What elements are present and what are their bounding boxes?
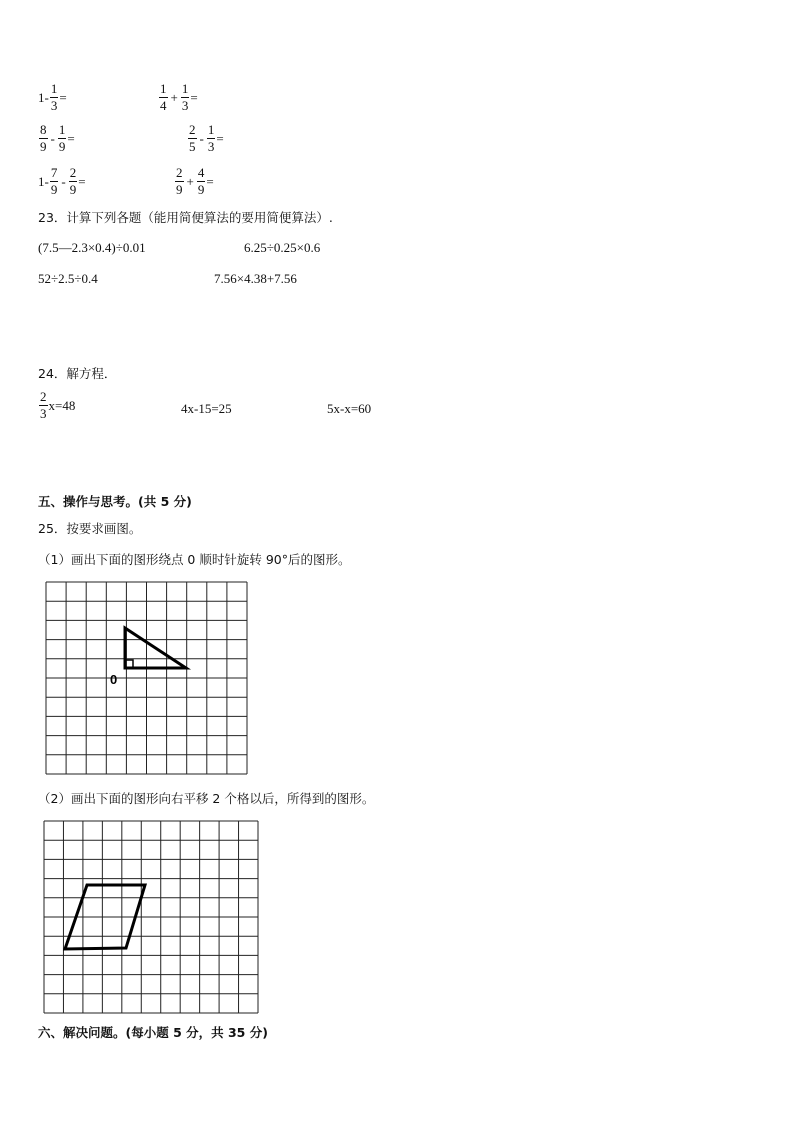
q25-part-1: （1）画出下面的图形绕点 0 顺时针旋转 90°后的图形。 (38, 552, 351, 567)
fraction-problem-6 (174, 166, 214, 197)
numerator: 1 (181, 81, 189, 96)
denominator: 3 (40, 406, 47, 421)
fraction (197, 166, 206, 197)
fraction (175, 166, 184, 197)
fraction (69, 166, 78, 197)
operator: + (186, 173, 194, 189)
problem-lead: 1- (38, 173, 49, 189)
denominator: 4 (160, 98, 167, 113)
q23-expression-3: 52÷2.5÷0.4 (38, 271, 98, 286)
problem-lead: 1- (38, 89, 49, 105)
equals-sign: = (206, 173, 214, 189)
numerator: 2 (176, 165, 183, 180)
rotation-point-label: 0 (110, 672, 118, 687)
right-triangle (125, 628, 186, 668)
fraction-problem-1 (38, 82, 67, 113)
fraction-problem-4 (187, 123, 224, 154)
operator: - (50, 130, 55, 146)
q24-title: 24．解方程． (38, 366, 117, 381)
operator: - (199, 130, 204, 146)
equation-rest: x=48 (48, 397, 76, 413)
denominator: 3 (181, 98, 189, 113)
numerator: 1 (160, 81, 167, 96)
numerator: 1 (207, 122, 215, 137)
equals-sign: = (59, 89, 67, 105)
fraction (181, 82, 190, 113)
fraction (50, 82, 59, 113)
denominator: 3 (207, 139, 215, 154)
fraction (159, 82, 168, 113)
section-6-title: 六、解决问题。(每小题 5 分，共 35 分) (38, 1025, 268, 1040)
denominator: 9 (197, 182, 205, 197)
q23-title: 23．计算下列各题（能用简便算法的要用简便算法）. (38, 210, 333, 225)
operator: + (170, 89, 178, 105)
fraction (207, 123, 216, 154)
numerator: 8 (40, 122, 47, 137)
denominator: 9 (50, 182, 58, 197)
denominator: 9 (69, 182, 77, 197)
numerator: 1 (50, 81, 58, 96)
denominator: 5 (189, 139, 196, 154)
numerator: 2 (40, 389, 47, 404)
translation-grid (44, 821, 259, 1014)
fraction (39, 123, 48, 154)
equals-sign: = (216, 130, 224, 146)
numerator: 1 (58, 122, 66, 137)
numerator: 4 (197, 165, 205, 180)
q24-equation-3: 5x-x=60 (327, 401, 372, 416)
denominator: 9 (58, 139, 66, 154)
q24-equation-1 (38, 390, 75, 421)
fraction-problem-5 (38, 166, 86, 197)
section-5-title: 五、操作与思考。(共 5 分) (38, 494, 192, 509)
equals-sign: = (67, 130, 75, 146)
q23-expression-2: 6.25÷0.25×0.6 (244, 240, 321, 255)
equals-sign: = (78, 173, 86, 189)
q25-part-2: （2）画出下面的图形向右平移 2 个格以后，所得到的图形。 (38, 791, 375, 806)
numerator: 7 (50, 165, 58, 180)
fraction (50, 166, 59, 197)
denominator: 3 (50, 98, 58, 113)
q23-expression-4: 7.56×4.38+7.56 (214, 271, 297, 286)
denominator: 9 (176, 182, 183, 197)
numerator: 2 (189, 122, 196, 137)
q25-title: 25．按要求画图。 (38, 521, 142, 536)
rotation-grid (46, 582, 248, 776)
equals-sign: = (190, 89, 198, 105)
fraction (39, 390, 48, 421)
operator: - (61, 173, 66, 189)
q23-expression-1: (7.5—2.3×0.4)÷0.01 (38, 240, 146, 255)
q24-equation-2: 4x-15=25 (181, 401, 232, 416)
fraction (188, 123, 197, 154)
fraction-problem-2 (158, 82, 198, 113)
fraction (58, 123, 67, 154)
denominator: 9 (40, 139, 47, 154)
fraction-problem-3 (38, 123, 75, 154)
numerator: 2 (69, 165, 77, 180)
